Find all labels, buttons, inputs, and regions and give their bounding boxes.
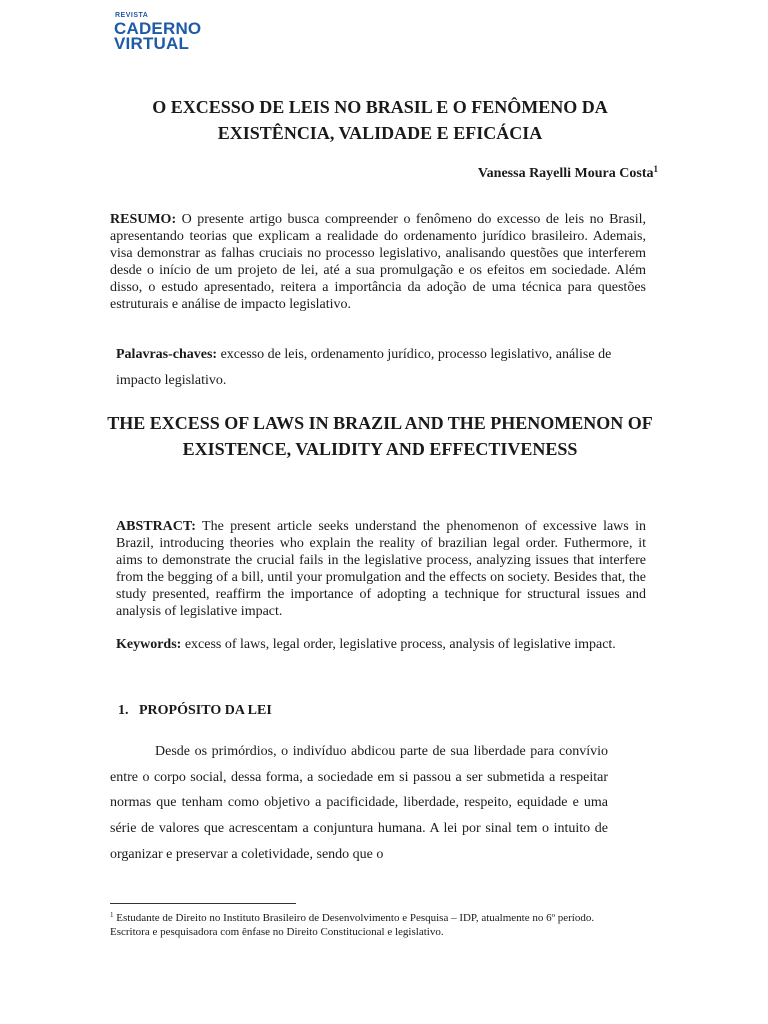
section-body-text: Desde os primórdios, o indivíduo abdicou parte de sua liberdade para convívio entre o corpo social, dessa forma, a sociedade em si passou a ser submetida a respeitar normas que tenham como objetivo a pacificidade, liberdade, respeito, equidade e uma série de valores que acrescentam a conjuntura humana. A lei por sinal tem o intuito de organizar e preservar a coletividade, sendo que o (110, 744, 608, 862)
logo-line1: CADERNO (114, 19, 202, 38)
footnote (110, 908, 630, 939)
palavras-text: excesso de leis, ordenamento jurídico, processo legislativo, análise de impacto legislativo. (116, 347, 612, 388)
section-body (110, 739, 608, 868)
title-portuguese: O EXCESSO DE LEIS NO BRASIL E O FENÔMENO DA EXISTÊNCIA, VALIDADE E EFICÁCIA (152, 97, 608, 143)
footnote-divider (110, 903, 296, 904)
resumo-text: O presente artigo busca compreender o fenômeno do excesso de leis no Brasil, apresentando teorias que explicam a realidade do ordenamento jurídico brasileiro. Ademais, visa demonstrar as falhas cruciais no processo legislativo, analisando questões que interferem desde o início de um projeto de lei, até a sua promulgação e os efeitos em sociedade. Além disso, o estudo apresentado, reitera a importância da adoção de uma técnica para questões estruturais e análise de impacto legislativo. (110, 212, 647, 312)
footnote-mark: 1 (110, 911, 114, 919)
logo-line2: VIRTUAL (114, 34, 190, 53)
abstract (116, 518, 646, 620)
author-footnote-mark: 1 (653, 164, 658, 174)
resumo-label: RESUMO: (110, 212, 177, 227)
title-english: THE EXCESS OF LAWS IN BRAZIL AND THE PHENOMENON OF EXISTENCE, VALIDITY AND EFFECTIVENESS (107, 413, 653, 459)
journal-logo (114, 12, 201, 51)
resumo (110, 211, 646, 313)
palavras-chaves (116, 342, 646, 394)
author-name: Vanessa Rayelli Moura Costa (477, 166, 654, 181)
abstract-text: The present article seeks understand the phenomenon of excessive laws in Brazil, introducing theories who explain the reality of brazilian legal order. Futhermore, it aims to demonstrate the crucial fails in the legislative process, analyzing issues that interfere from the begging of a bill, until your promulgation and the effects on society. Besides that, the study presented, reaffirm the importance of adopting a technique for structural issues and analysis of legislative impact. (116, 519, 647, 619)
keywords (116, 636, 657, 653)
logo-small-text: REVISTA (115, 12, 149, 19)
palavras-label: Palavras-chaves: (116, 347, 218, 362)
abstract-label: ABSTRACT: (116, 519, 196, 534)
footnote-text: Estudante de Direito no Instituto Brasileiro de Desenvolvimento e Pesquisa – IDP, atualmente no 6º período. Escritora e pesquisadora com ênfase no Direito Constitucional e legislativo. (110, 912, 595, 938)
author (478, 164, 658, 182)
keywords-text: excess of laws, legal order, legislative process, analysis of legislative impact. (184, 637, 616, 652)
section-heading: 1. PROPÓSITO DA LEI (118, 703, 272, 718)
keywords-label: Keywords: (116, 637, 182, 652)
